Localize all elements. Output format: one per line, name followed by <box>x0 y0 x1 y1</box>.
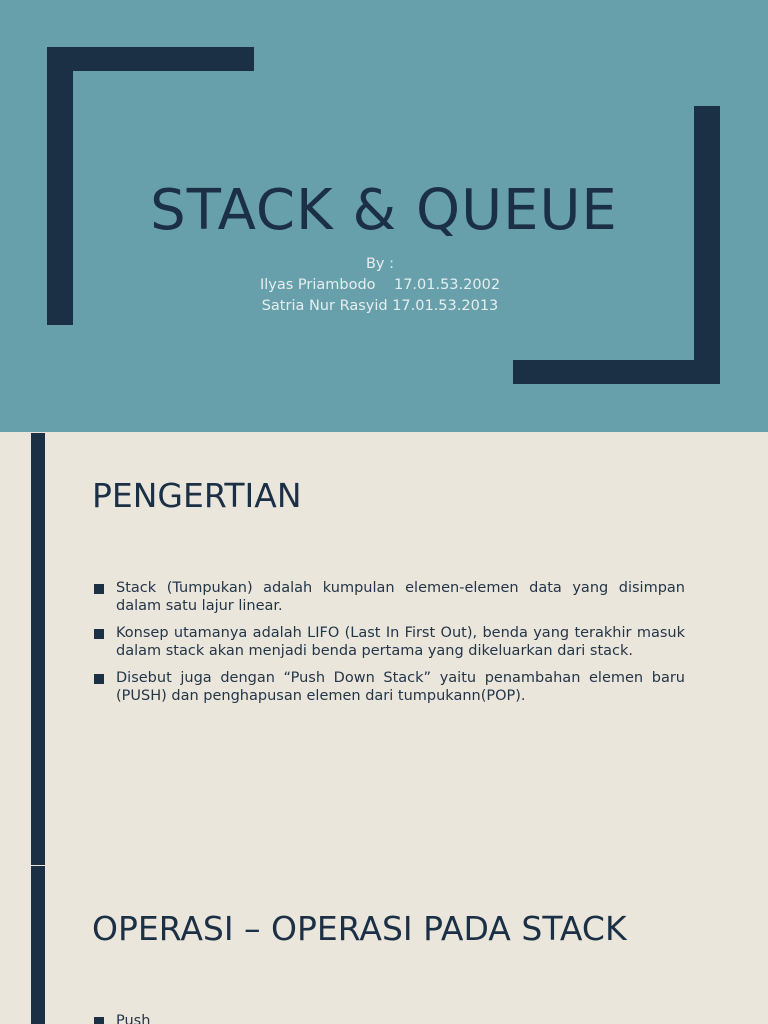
slide-accent-bar <box>31 433 45 865</box>
author-1: Ilyas Priambodo 17.01.53.2002 <box>259 277 501 293</box>
square-bullet-icon <box>94 674 104 684</box>
title-slide <box>0 0 768 432</box>
list-item-text: Disebut juga dengan “Push Down Stack” yaitu penambahan elemen baru (PUSH) dan penghapusan elemen dari tumpukann(POP). <box>116 670 685 704</box>
author-byline <box>0 254 760 317</box>
slide-operasi <box>0 866 768 1024</box>
corner-bracket-top-left-horizontal <box>47 47 254 71</box>
square-bullet-icon <box>94 584 104 594</box>
list-item <box>92 669 685 705</box>
slide-heading: PENGERTIAN <box>92 476 302 515</box>
corner-bracket-bottom-right-horizontal <box>513 360 720 384</box>
square-bullet-icon <box>94 629 104 639</box>
presentation-title: STACK & QUEUE <box>150 178 618 243</box>
bullet-list <box>92 579 685 714</box>
byline-label: By : <box>365 256 395 272</box>
square-bullet-icon <box>94 1017 104 1024</box>
list-item <box>92 579 685 615</box>
list-item <box>92 1012 685 1024</box>
slide-pengertian <box>0 433 768 865</box>
author-2: Satria Nur Rasyid 17.01.53.2013 <box>261 298 499 314</box>
bullet-list <box>92 1012 685 1024</box>
list-item-text: Stack (Tumpukan) adalah kumpulan elemen-elemen data yang disimpan dalam satu lajur linear. <box>116 580 685 614</box>
slide-heading: OPERASI – OPERASI PADA STACK <box>92 909 627 948</box>
slide-accent-bar <box>31 866 45 1024</box>
list-item-text: Konsep utamanya adalah LIFO (Last In First Out), benda yang terakhir masuk dalam stack akan menjadi benda pertama yang dikeluarkan dari stack. <box>116 625 685 659</box>
list-item-text: Push <box>116 1013 151 1024</box>
list-item <box>92 624 685 660</box>
